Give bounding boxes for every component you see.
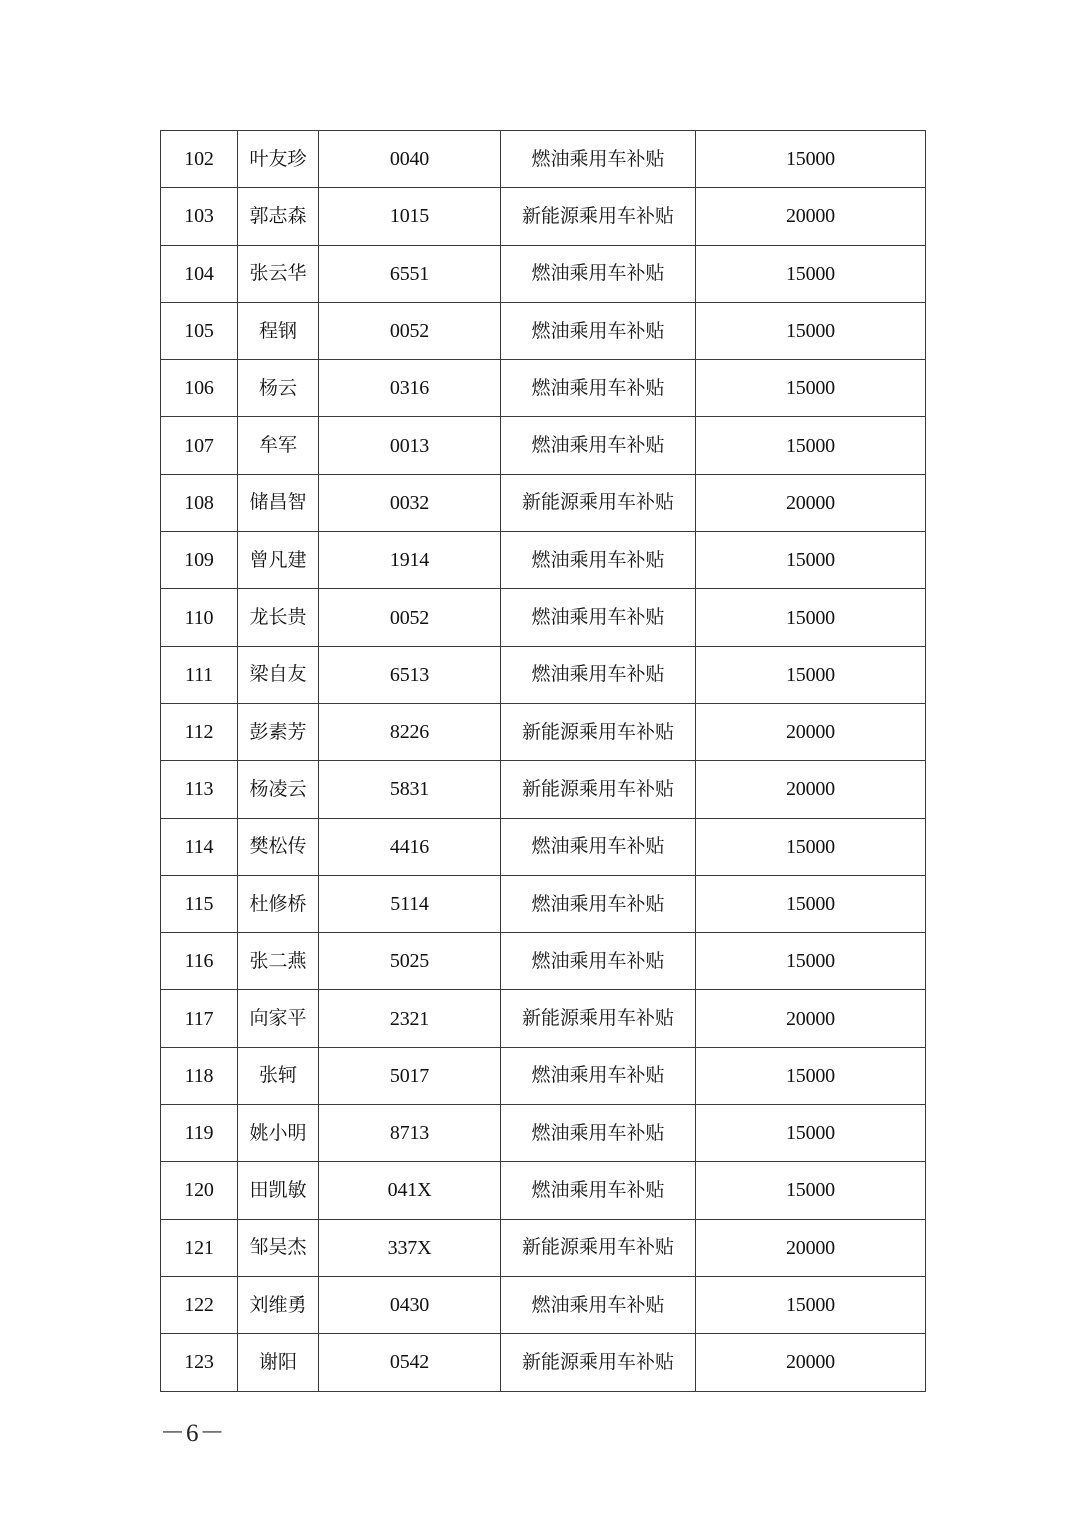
id-tail-cell: 4416 xyxy=(319,818,501,875)
table-row xyxy=(161,417,926,474)
name-cell: 郭志森 xyxy=(238,188,319,245)
subsidy-type-cell: 新能源乘用车补贴 xyxy=(501,703,696,760)
page-number: －6－ xyxy=(160,1420,226,1447)
name-cell: 曾凡建 xyxy=(238,532,319,589)
row-number-cell: 119 xyxy=(161,1105,238,1162)
row-number-cell: 112 xyxy=(161,703,238,760)
name-cell: 牟军 xyxy=(238,417,319,474)
name-cell: 龙长贵 xyxy=(238,589,319,646)
subsidy-type-cell: 燃油乘用车补贴 xyxy=(501,417,696,474)
amount-cell: 20000 xyxy=(696,474,926,531)
subsidy-type-cell: 燃油乘用车补贴 xyxy=(501,302,696,359)
amount-cell: 15000 xyxy=(696,1105,926,1162)
table-row xyxy=(161,703,926,760)
id-tail-cell: 0032 xyxy=(319,474,501,531)
amount-cell: 15000 xyxy=(696,302,926,359)
name-cell: 张轲 xyxy=(238,1047,319,1104)
id-tail-cell: 5114 xyxy=(319,875,501,932)
subsidy-type-cell: 燃油乘用车补贴 xyxy=(501,1047,696,1104)
id-tail-cell: 8226 xyxy=(319,703,501,760)
id-tail-cell: 0316 xyxy=(319,360,501,417)
table-row xyxy=(161,1047,926,1104)
row-number-cell: 118 xyxy=(161,1047,238,1104)
subsidy-type-cell: 燃油乘用车补贴 xyxy=(501,589,696,646)
name-cell: 张二燕 xyxy=(238,933,319,990)
table-row xyxy=(161,360,926,417)
table-row xyxy=(161,302,926,359)
id-tail-cell: 6551 xyxy=(319,245,501,302)
amount-cell: 15000 xyxy=(696,589,926,646)
amount-cell: 15000 xyxy=(696,818,926,875)
amount-cell: 20000 xyxy=(696,990,926,1047)
table-row xyxy=(161,188,926,245)
table-row xyxy=(161,589,926,646)
amount-cell: 15000 xyxy=(696,532,926,589)
id-tail-cell: 5025 xyxy=(319,933,501,990)
name-cell: 叶友珍 xyxy=(238,131,319,188)
amount-cell: 15000 xyxy=(696,1047,926,1104)
id-tail-cell: 6513 xyxy=(319,646,501,703)
name-cell: 张云华 xyxy=(238,245,319,302)
amount-cell: 15000 xyxy=(696,646,926,703)
table-row xyxy=(161,131,926,188)
subsidy-type-cell: 燃油乘用车补贴 xyxy=(501,360,696,417)
id-tail-cell: 1015 xyxy=(319,188,501,245)
subsidy-type-cell: 新能源乘用车补贴 xyxy=(501,1334,696,1391)
name-cell: 梁自友 xyxy=(238,646,319,703)
table-row xyxy=(161,1219,926,1276)
subsidy-type-cell: 新能源乘用车补贴 xyxy=(501,188,696,245)
subsidy-type-cell: 新能源乘用车补贴 xyxy=(501,1219,696,1276)
table-row xyxy=(161,761,926,818)
name-cell: 彭素芳 xyxy=(238,703,319,760)
name-cell: 杜修桥 xyxy=(238,875,319,932)
row-number-cell: 117 xyxy=(161,990,238,1047)
subsidy-type-cell: 燃油乘用车补贴 xyxy=(501,245,696,302)
amount-cell: 20000 xyxy=(696,1334,926,1391)
row-number-cell: 102 xyxy=(161,131,238,188)
amount-cell: 20000 xyxy=(696,703,926,760)
subsidy-list-table xyxy=(160,130,926,1392)
name-cell: 刘维勇 xyxy=(238,1276,319,1333)
subsidy-type-cell: 燃油乘用车补贴 xyxy=(501,1105,696,1162)
id-tail-cell: 0013 xyxy=(319,417,501,474)
amount-cell: 20000 xyxy=(696,1219,926,1276)
row-number-cell: 109 xyxy=(161,532,238,589)
id-tail-cell: 0052 xyxy=(319,302,501,359)
row-number-cell: 104 xyxy=(161,245,238,302)
amount-cell: 15000 xyxy=(696,933,926,990)
id-tail-cell: 2321 xyxy=(319,990,501,1047)
subsidy-type-cell: 燃油乘用车补贴 xyxy=(501,875,696,932)
table-row xyxy=(161,818,926,875)
row-number-cell: 121 xyxy=(161,1219,238,1276)
subsidy-type-cell: 燃油乘用车补贴 xyxy=(501,131,696,188)
row-number-cell: 115 xyxy=(161,875,238,932)
id-tail-cell: 0542 xyxy=(319,1334,501,1391)
table-row xyxy=(161,474,926,531)
row-number-cell: 116 xyxy=(161,933,238,990)
amount-cell: 15000 xyxy=(696,875,926,932)
row-number-cell: 113 xyxy=(161,761,238,818)
id-tail-cell: 5831 xyxy=(319,761,501,818)
id-tail-cell: 0052 xyxy=(319,589,501,646)
id-tail-cell: 1914 xyxy=(319,532,501,589)
table-row xyxy=(161,1276,926,1333)
name-cell: 谢阳 xyxy=(238,1334,319,1391)
row-number-cell: 122 xyxy=(161,1276,238,1333)
row-number-cell: 103 xyxy=(161,188,238,245)
subsidy-type-cell: 燃油乘用车补贴 xyxy=(501,1276,696,1333)
table-row xyxy=(161,933,926,990)
id-tail-cell: 0430 xyxy=(319,1276,501,1333)
subsidy-type-cell: 燃油乘用车补贴 xyxy=(501,1162,696,1219)
amount-cell: 15000 xyxy=(696,1276,926,1333)
name-cell: 杨凌云 xyxy=(238,761,319,818)
id-tail-cell: 041X xyxy=(319,1162,501,1219)
row-number-cell: 120 xyxy=(161,1162,238,1219)
amount-cell: 15000 xyxy=(696,1162,926,1219)
row-number-cell: 114 xyxy=(161,818,238,875)
name-cell: 程钢 xyxy=(238,302,319,359)
amount-cell: 15000 xyxy=(696,245,926,302)
amount-cell: 20000 xyxy=(696,188,926,245)
row-number-cell: 111 xyxy=(161,646,238,703)
row-number-cell: 106 xyxy=(161,360,238,417)
table-row xyxy=(161,875,926,932)
table-body xyxy=(161,131,926,1392)
amount-cell: 15000 xyxy=(696,360,926,417)
amount-cell: 15000 xyxy=(696,417,926,474)
subsidy-type-cell: 新能源乘用车补贴 xyxy=(501,990,696,1047)
table-row xyxy=(161,532,926,589)
subsidy-type-cell: 燃油乘用车补贴 xyxy=(501,532,696,589)
subsidy-type-cell: 燃油乘用车补贴 xyxy=(501,818,696,875)
row-number-cell: 107 xyxy=(161,417,238,474)
name-cell: 储昌智 xyxy=(238,474,319,531)
name-cell: 田凯敏 xyxy=(238,1162,319,1219)
name-cell: 杨云 xyxy=(238,360,319,417)
row-number-cell: 108 xyxy=(161,474,238,531)
table-row xyxy=(161,245,926,302)
subsidy-type-cell: 燃油乘用车补贴 xyxy=(501,646,696,703)
row-number-cell: 123 xyxy=(161,1334,238,1391)
name-cell: 姚小明 xyxy=(238,1105,319,1162)
table-row xyxy=(161,1105,926,1162)
amount-cell: 20000 xyxy=(696,761,926,818)
subsidy-type-cell: 新能源乘用车补贴 xyxy=(501,474,696,531)
table-row xyxy=(161,1334,926,1391)
id-tail-cell: 0040 xyxy=(319,131,501,188)
name-cell: 向家平 xyxy=(238,990,319,1047)
name-cell: 邹吴杰 xyxy=(238,1219,319,1276)
name-cell: 樊松传 xyxy=(238,818,319,875)
row-number-cell: 110 xyxy=(161,589,238,646)
subsidy-type-cell: 燃油乘用车补贴 xyxy=(501,933,696,990)
amount-cell: 15000 xyxy=(696,131,926,188)
id-tail-cell: 5017 xyxy=(319,1047,501,1104)
row-number-cell: 105 xyxy=(161,302,238,359)
subsidy-type-cell: 新能源乘用车补贴 xyxy=(501,761,696,818)
id-tail-cell: 8713 xyxy=(319,1105,501,1162)
table-row xyxy=(161,1162,926,1219)
id-tail-cell: 337X xyxy=(319,1219,501,1276)
table-row xyxy=(161,646,926,703)
table-row xyxy=(161,990,926,1047)
